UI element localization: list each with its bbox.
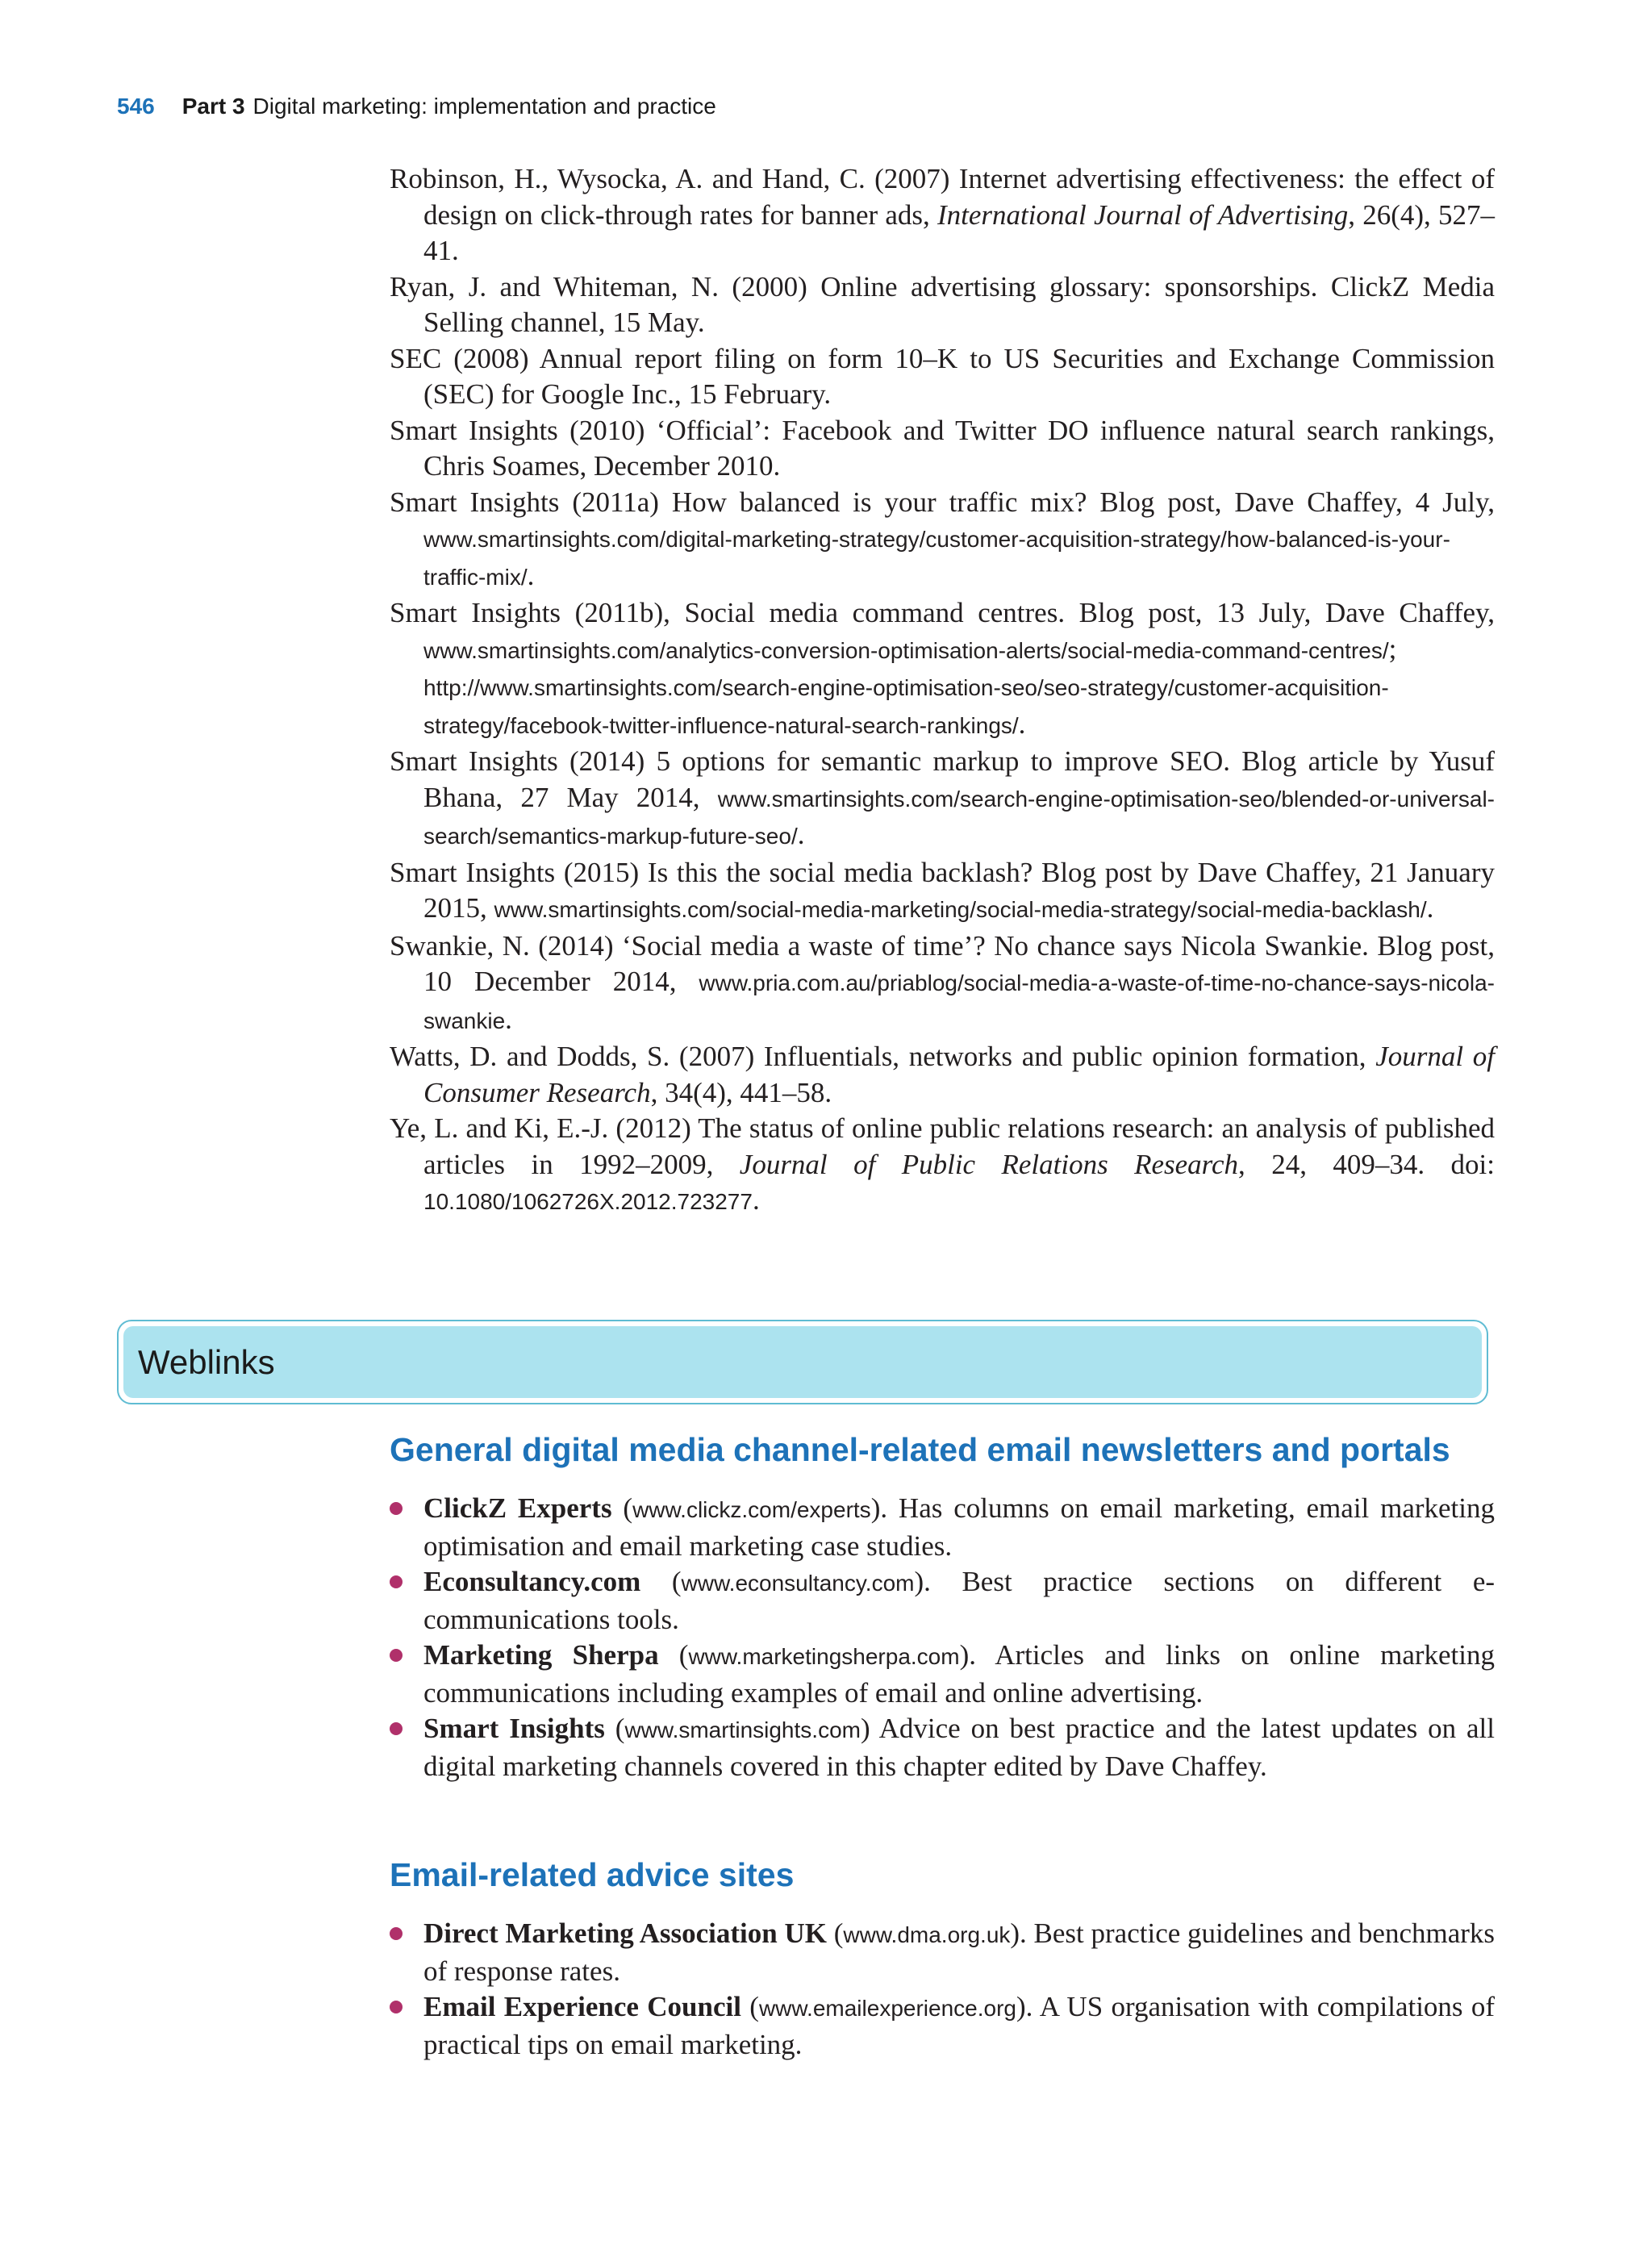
journal-title: International Journal of Advertising: [937, 198, 1349, 231]
site-name: ClickZ Experts: [423, 1492, 612, 1524]
bullet-list: [390, 1491, 1495, 1784]
site-name: Smart Insights: [423, 1713, 605, 1744]
running-head: [117, 94, 716, 119]
bullet-dot-icon: [390, 1575, 403, 1588]
section-heading: Email-related advice sites: [390, 1856, 795, 1893]
site-link[interactable]: www.smartinsights.com: [624, 1717, 861, 1742]
reference-item: Ye, L. and Ki, E.-J. (2012) The status of online public relations research: an analysis of published articles in 1992–2009, Journal of Public Relations Research, 24, 409–34. doi: 10.1080/1062726X.2012.723277.: [390, 1112, 1495, 1216]
bullet-item: Smart Insights (www.smartinsights.com) Advice on best practice and the latest updates on all digital marketing channels covered in this chapter edited by Dave Chaffey.: [390, 1711, 1495, 1784]
bullet-dot-icon: [390, 1722, 403, 1735]
reference-list: [390, 161, 1495, 1221]
site-link[interactable]: www.dma.org.uk: [843, 1922, 1011, 1947]
site-link[interactable]: www.clickz.com/experts: [632, 1497, 871, 1522]
bullet-item: Econsultancy.com (www.econsultancy.com). Best practice sections on different e-communications tools.: [390, 1564, 1495, 1638]
reference-item: Robinson, H., Wysocka, A. and Hand, C. (2007) Internet advertising effectiveness: the effect of design on click-through rates for banner ads, International Journal of Advertising, 26(4), 527–41.: [390, 163, 1495, 266]
site-name: Marketing Sherpa: [423, 1639, 659, 1671]
weblinks-title: Weblinks: [123, 1326, 1482, 1398]
bullet-dot-icon: [390, 2001, 403, 2013]
section-heading: General digital media channel-related email newsletters and portals: [390, 1431, 1450, 1468]
bullet-dot-icon: [390, 1649, 403, 1662]
reference-link[interactable]: www.smartinsights.com/search-engine-optimisation-seo/blended-or-universal-search/semantics-markup-future-seo/: [423, 786, 1495, 849]
site-name: Email Experience Council: [423, 1991, 741, 2022]
reference-link[interactable]: www.smartinsights.com/social-media-marketing/social-media-strategy/social-media-backlash/: [494, 897, 1427, 922]
reference-item: Smart Insights (2011b), Social media command centres. Blog post, 13 July, Dave Chaffey, www.smartinsights.com/analytics-conversion-optimisation-alerts/social-media-command-centres/; http://www.smartinsights.com/search-engine-optimisation-seo/seo-strategy/customer-acquisition-strategy/facebook-twitter-influence-natural-search-rankings/.: [390, 597, 1495, 740]
doi-link[interactable]: 10.1080/1062726X.2012.723277: [423, 1189, 753, 1214]
reference-link[interactable]: www.smartinsights.com/analytics-conversion-optimisation-alerts/social-media-command-centres/: [423, 637, 1389, 663]
bullet-list: [390, 1916, 1495, 2063]
reference-item: Smart Insights (2010) ‘Official’: Facebook and Twitter DO influence natural search rankings, Chris Soames, December 2010.: [390, 414, 1495, 482]
reference-item: Watts, D. and Dodds, S. (2007) Influentials, networks and public opinion formation, Journal of Consumer Research, 34(4), 441–58.: [390, 1041, 1495, 1108]
journal-title: Journal of Public Relations Research: [739, 1148, 1239, 1180]
part-title: Digital marketing: implementation and practice: [252, 94, 716, 119]
weblinks-banner: [117, 1320, 1488, 1404]
reference-link[interactable]: http://www.smartinsights.com/search-engine-optimisation-seo/seo-strategy/customer-acquisition-strategy/facebook-twitter-influence-natural-search-rankings/: [423, 675, 1389, 738]
weblinks-section-general: [390, 1432, 1495, 1784]
bullet-item: Direct Marketing Association UK (www.dma.org.uk). Best practice guidelines and benchmarks of response rates.: [390, 1916, 1495, 1989]
reference-item: Swankie, N. (2014) ‘Social media a waste of time’? No chance says Nicola Swankie. Blog post, 10 December 2014, www.pria.com.au/priablog/social-media-a-waste-of-time-no-chance-says-nicola-swankie.: [390, 929, 1495, 1035]
part-label: Part 3: [181, 94, 245, 119]
bullet-item: Email Experience Council (www.emailexperience.org). A US organisation with compilations of practical tips on email marketing.: [390, 1989, 1495, 2063]
site-name: Direct Marketing Association UK: [423, 1917, 827, 1949]
site-link[interactable]: www.marketingsherpa.com: [688, 1644, 960, 1669]
bullet-dot-icon: [390, 1502, 403, 1515]
reference-link[interactable]: www.pria.com.au/priablog/social-media-a-waste-of-time-no-chance-says-nicola-swankie: [423, 970, 1495, 1033]
reference-item: Smart Insights (2011a) How balanced is your traffic mix? Blog post, Dave Chaffey, 4 July, www.smartinsights.com/digital-marketing-strategy/customer-acquisition-strategy/how-balanced-is-your-traffic-mix/.: [390, 486, 1495, 591]
reference-item: Ryan, J. and Whiteman, N. (2000) Online advertising glossary: sponsorships. ClickZ Media Selling channel, 15 May.: [390, 270, 1495, 338]
reference-link[interactable]: www.smartinsights.com/digital-marketing-strategy/customer-acquisition-strategy/how-balanced-is-your-traffic-mix/: [423, 527, 1450, 590]
page-number: 546: [117, 94, 155, 119]
reference-item: Smart Insights (2015) Is this the social media backlash? Blog post by Dave Chaffey, 21 January 2015, www.smartinsights.com/social-media-marketing/social-media-strategy/social-media-backlash/.: [390, 856, 1495, 924]
site-link[interactable]: www.econsultancy.com: [681, 1571, 915, 1596]
bullet-item: Marketing Sherpa (www.marketingsherpa.com). Articles and links on online marketing communications including examples of email and online advertising.: [390, 1638, 1495, 1711]
bullet-item: ClickZ Experts (www.clickz.com/experts). Has columns on email marketing, email marketing optimisation and email marketing case studies.: [390, 1491, 1495, 1564]
weblinks-section-email: [390, 1857, 1495, 2063]
site-name: Econsultancy.com: [423, 1566, 641, 1597]
bullet-dot-icon: [390, 1927, 403, 1940]
reference-item: SEC (2008) Annual report filing on form 10–K to US Securities and Exchange Commission (SEC) for Google Inc., 15 February.: [390, 342, 1495, 410]
reference-item: Smart Insights (2014) 5 options for semantic markup to improve SEO. Blog article by Yusuf Bhana, 27 May 2014, www.smartinsights.com/search-engine-optimisation-seo/blended-or-universal-search/semantics-markup-future-seo/.: [390, 745, 1495, 850]
site-link[interactable]: www.emailexperience.org: [758, 1996, 1016, 2021]
journal-title: Journal of Consumer Research: [423, 1041, 1495, 1108]
